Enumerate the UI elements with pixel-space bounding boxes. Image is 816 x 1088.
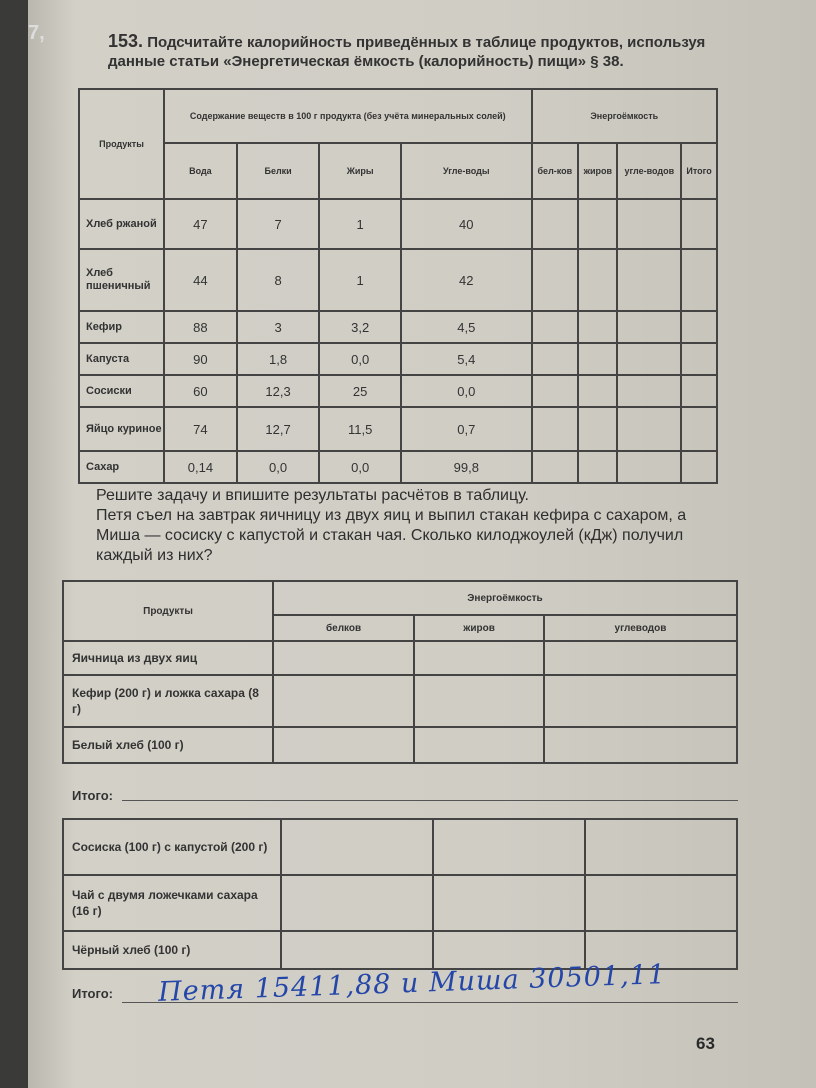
empty-cell[interactable] <box>281 931 433 969</box>
empty-cell[interactable] <box>578 311 617 343</box>
cell-carbs: 4,5 <box>401 311 532 343</box>
problem-instruction: Решите задачу и впишите результаты расчётов в таблицу. <box>96 487 529 504</box>
cell-proteins: 12,7 <box>237 407 320 451</box>
cell-water: 0,14 <box>164 451 237 483</box>
header-total: Итого <box>681 143 717 199</box>
empty-cell[interactable] <box>681 199 717 249</box>
product-name: Хлеб ржаной <box>79 199 164 249</box>
empty-cell[interactable] <box>578 249 617 311</box>
empty-cell[interactable] <box>681 311 717 343</box>
empty-cell[interactable] <box>433 875 585 931</box>
product-name: Хлеб пшеничный <box>79 249 164 311</box>
textbook-page <box>28 0 816 1088</box>
cell-fats: 25 <box>319 375 401 407</box>
header-water: Вода <box>164 143 237 199</box>
table-row <box>63 875 737 931</box>
total-line-1[interactable] <box>122 800 738 801</box>
empty-cell[interactable] <box>578 407 617 451</box>
cell-water: 44 <box>164 249 237 311</box>
empty-cell[interactable] <box>578 375 617 407</box>
empty-cell[interactable] <box>578 199 617 249</box>
misha-table <box>62 818 738 970</box>
empty-cell[interactable] <box>681 249 717 311</box>
cell-fats: 11,5 <box>319 407 401 451</box>
handwritten-answer: Петя 15411,88 и Миша 30501,11 <box>157 959 667 1008</box>
header-proteins: белков <box>273 615 414 641</box>
empty-cell[interactable] <box>544 727 737 763</box>
cell-proteins: 12,3 <box>237 375 320 407</box>
cell-carbs: 42 <box>401 249 532 311</box>
header-products: Продукты <box>79 89 164 199</box>
header-carbs: углеводов <box>544 615 737 641</box>
empty-cell[interactable] <box>617 375 681 407</box>
problem-statement: Петя съел на завтрак яичницу из двух яиц и выпил стакан кефира с сахаром, а Миша — сосиску с капустой и стакан чая. Сколько килоджоулей (кДж) получил каждый из них? <box>96 507 687 564</box>
cell-water: 60 <box>164 375 237 407</box>
header-proteins: Белки <box>237 143 320 199</box>
empty-cell[interactable] <box>681 375 717 407</box>
empty-cell[interactable] <box>578 343 617 375</box>
total-label-1: Итого: <box>72 788 113 803</box>
header-energy: Энергоёмкость <box>273 581 737 615</box>
product-name: Яичница из двух яиц <box>63 641 273 675</box>
cell-proteins: 8 <box>237 249 320 311</box>
empty-cell[interactable] <box>273 641 414 675</box>
header-carbs: Угле-воды <box>401 143 532 199</box>
header-energy-group: Энергоёмкость <box>532 89 717 143</box>
product-name: Чёрный хлеб (100 г) <box>63 931 281 969</box>
empty-cell[interactable] <box>532 375 579 407</box>
product-name: Сахар <box>79 451 164 483</box>
empty-cell[interactable] <box>617 311 681 343</box>
product-name: Сосиска (100 г) с капустой (200 г) <box>63 819 281 875</box>
empty-cell[interactable] <box>273 727 414 763</box>
empty-cell[interactable] <box>681 343 717 375</box>
empty-cell[interactable] <box>414 641 544 675</box>
cell-carbs: 0,0 <box>401 375 532 407</box>
empty-cell[interactable] <box>617 407 681 451</box>
product-name: Сосиски <box>79 375 164 407</box>
cell-fats: 3,2 <box>319 311 401 343</box>
table-row <box>79 249 717 311</box>
cell-carbs: 99,8 <box>401 451 532 483</box>
margin-number: 7, <box>28 22 45 44</box>
header-energy-carbs: угле-водов <box>617 143 681 199</box>
table-row <box>79 375 717 407</box>
product-name: Чай с двумя ложечками сахара (16 г) <box>63 875 281 931</box>
table-row <box>79 451 717 483</box>
cell-water: 74 <box>164 407 237 451</box>
product-name: Кефир (200 г) и ложка сахара (8 г) <box>63 675 273 727</box>
empty-cell[interactable] <box>532 249 579 311</box>
table-row <box>79 407 717 451</box>
header-energy-proteins: бел-ков <box>532 143 579 199</box>
empty-cell[interactable] <box>578 451 617 483</box>
empty-cell[interactable] <box>532 199 579 249</box>
empty-cell[interactable] <box>617 249 681 311</box>
empty-cell[interactable] <box>532 407 579 451</box>
empty-cell[interactable] <box>273 675 414 727</box>
table-row <box>79 311 717 343</box>
header-fats: Жиры <box>319 143 401 199</box>
task-heading <box>108 32 718 71</box>
table-row <box>79 199 717 249</box>
empty-cell[interactable] <box>681 451 717 483</box>
empty-cell[interactable] <box>281 875 433 931</box>
product-name: Белый хлеб (100 г) <box>63 727 273 763</box>
cell-proteins: 0,0 <box>237 451 320 483</box>
cell-proteins: 3 <box>237 311 320 343</box>
empty-cell[interactable] <box>532 311 579 343</box>
header-content-group: Содержание веществ в 100 г продукта (без учёта минеральных солей) <box>164 89 532 143</box>
cell-carbs: 40 <box>401 199 532 249</box>
empty-cell[interactable] <box>585 875 737 931</box>
cell-fats: 1 <box>319 249 401 311</box>
empty-cell[interactable] <box>532 451 579 483</box>
cell-carbs: 5,4 <box>401 343 532 375</box>
page-number: 63 <box>696 1034 715 1053</box>
cell-fats: 1 <box>319 199 401 249</box>
empty-cell[interactable] <box>414 675 544 727</box>
empty-cell[interactable] <box>617 451 681 483</box>
empty-cell[interactable] <box>433 819 585 875</box>
table-row <box>63 641 737 675</box>
total-label-2: Итого: <box>72 986 113 1001</box>
empty-cell[interactable] <box>585 819 737 875</box>
table-row <box>63 819 737 875</box>
cell-water: 47 <box>164 199 237 249</box>
header-products: Продукты <box>63 581 273 641</box>
product-name: Яйцо куриное <box>79 407 164 451</box>
table-row <box>63 727 737 763</box>
cell-proteins: 1,8 <box>237 343 320 375</box>
empty-cell[interactable] <box>281 819 433 875</box>
nutrition-table <box>78 88 718 484</box>
problem-text <box>96 486 726 566</box>
task-text: Подсчитайте калорийность приведённых в таблице продуктов, используя данные статьи «Энергетическая ёмкость (калорийность) пищи» § 38. <box>108 34 706 70</box>
empty-cell[interactable] <box>414 727 544 763</box>
cell-water: 88 <box>164 311 237 343</box>
header-fats: жиров <box>414 615 544 641</box>
header-energy-fats: жиров <box>578 143 617 199</box>
cell-fats: 0,0 <box>319 343 401 375</box>
empty-cell[interactable] <box>532 343 579 375</box>
cell-carbs: 0,7 <box>401 407 532 451</box>
empty-cell[interactable] <box>617 343 681 375</box>
table-row <box>79 343 717 375</box>
cell-proteins: 7 <box>237 199 320 249</box>
product-name: Кефир <box>79 311 164 343</box>
cell-fats: 0,0 <box>319 451 401 483</box>
cell-water: 90 <box>164 343 237 375</box>
empty-cell[interactable] <box>544 675 737 727</box>
empty-cell[interactable] <box>544 641 737 675</box>
petya-table <box>62 580 738 764</box>
table-row <box>63 675 737 727</box>
task-number: 153. <box>108 31 144 51</box>
empty-cell[interactable] <box>681 407 717 451</box>
product-name: Капуста <box>79 343 164 375</box>
empty-cell[interactable] <box>617 199 681 249</box>
